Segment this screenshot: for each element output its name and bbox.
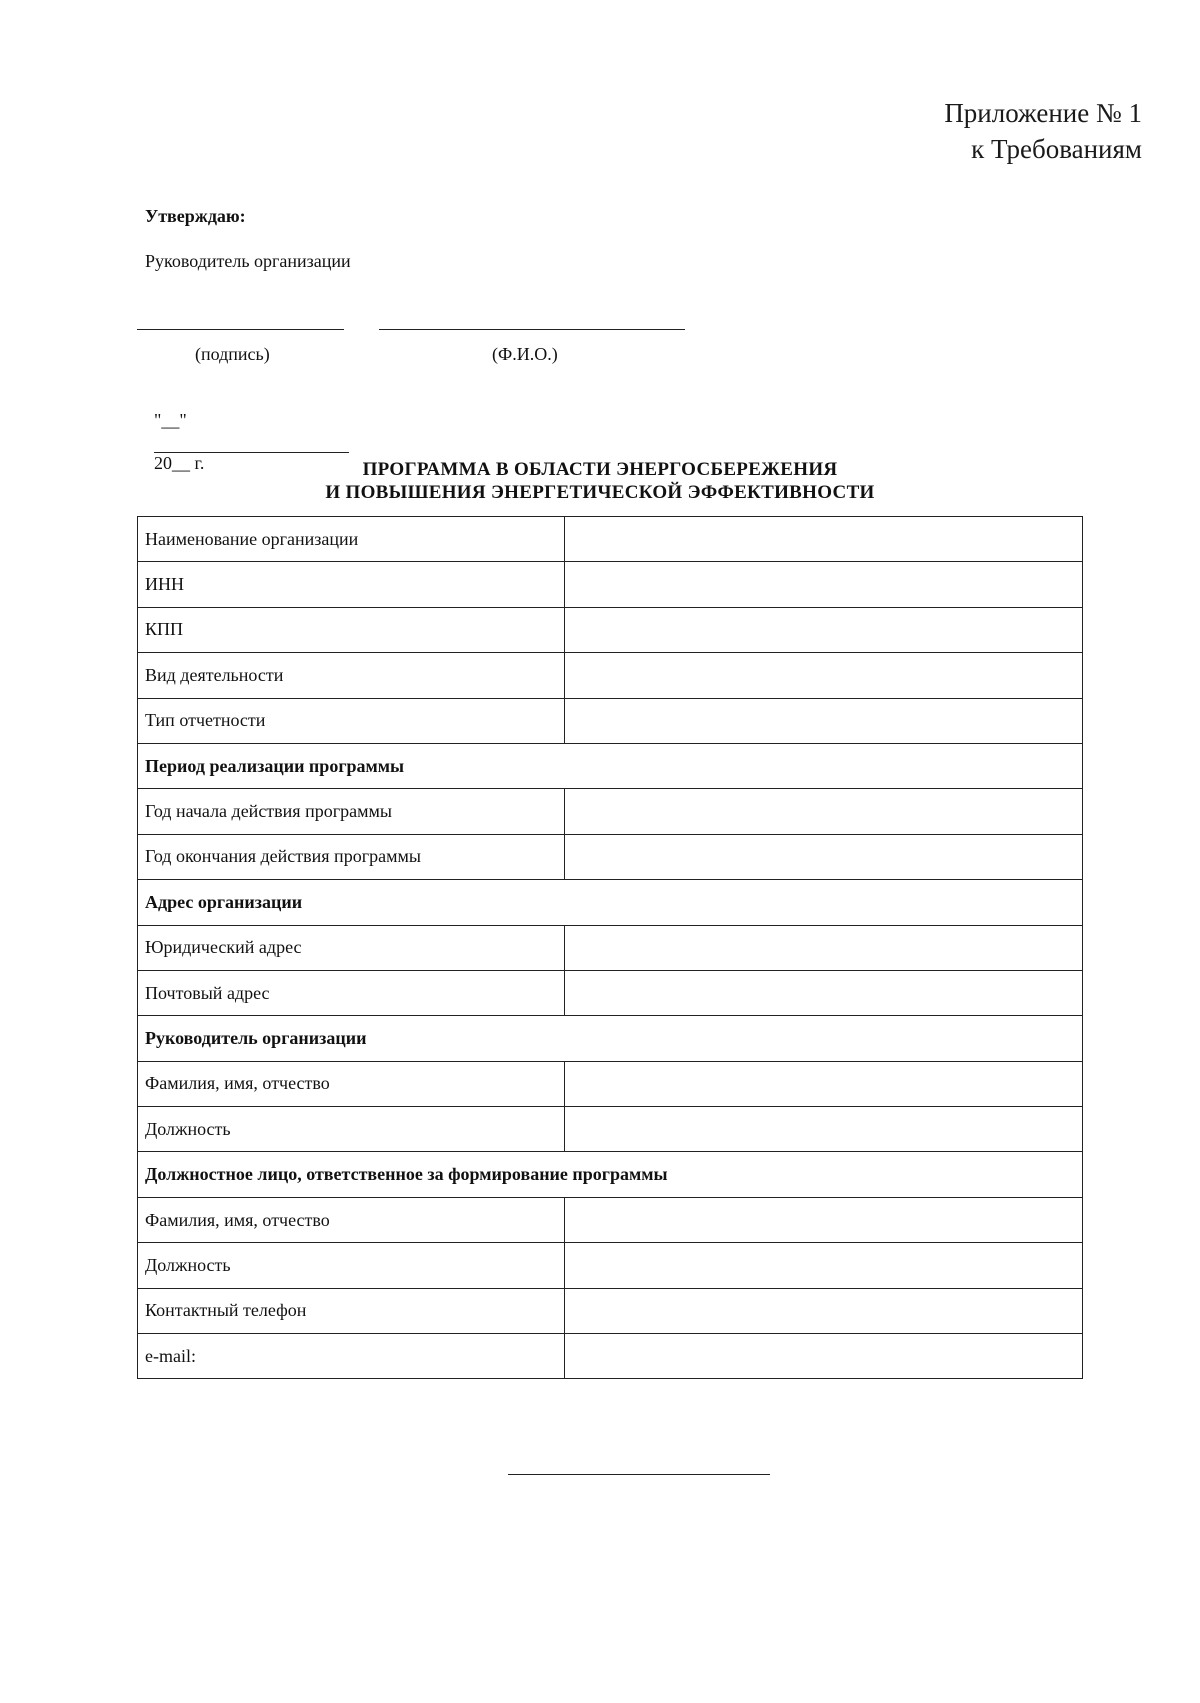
table-row xyxy=(138,698,1083,743)
end-year-label: Год окончания действия программы xyxy=(138,834,565,879)
resp-phone-label: Контактный телефон xyxy=(138,1288,565,1333)
fio-line[interactable] xyxy=(379,329,685,330)
section-period: Период реализации программы xyxy=(138,743,1083,788)
signature-line[interactable] xyxy=(137,329,344,330)
resp-email-value[interactable] xyxy=(565,1334,1083,1379)
date-month-field[interactable] xyxy=(154,431,349,453)
section-responsible: Должностное лицо, ответственное за формирование программы xyxy=(138,1152,1083,1197)
appendix-reference: к Требованиям xyxy=(971,134,1142,164)
resp-email-label: e-mail: xyxy=(138,1334,565,1379)
table-row xyxy=(138,1061,1083,1106)
document-title-line-1: ПРОГРАММА В ОБЛАСТИ ЭНЕРГОСБЕРЕЖЕНИЯ xyxy=(362,459,838,480)
table-row xyxy=(138,925,1083,970)
appendix-header xyxy=(944,95,1142,167)
table-row xyxy=(138,970,1083,1015)
org-name-value[interactable] xyxy=(565,517,1083,562)
head-position-label: Должность xyxy=(138,1107,565,1152)
resp-position-value[interactable] xyxy=(565,1243,1083,1288)
section-row xyxy=(138,1152,1083,1197)
kpp-value[interactable] xyxy=(565,607,1083,652)
appendix-number: Приложение № 1 xyxy=(944,98,1142,128)
postal-address-label: Почтовый адрес xyxy=(138,970,565,1015)
date-day-field[interactable]: "__" xyxy=(154,410,187,430)
approve-label: Утверждаю: xyxy=(145,206,246,226)
fio-caption: (Ф.И.О.) xyxy=(492,344,558,364)
table-row xyxy=(138,607,1083,652)
inn-label: ИНН xyxy=(138,562,565,607)
resp-fio-label: Фамилия, имя, отчество xyxy=(138,1197,565,1242)
org-name-label: Наименование организации xyxy=(138,517,565,562)
table-row xyxy=(138,517,1083,562)
end-year-value[interactable] xyxy=(565,834,1083,879)
program-form-table xyxy=(137,516,1083,1379)
resp-position-label: Должность xyxy=(138,1243,565,1288)
table-row xyxy=(138,834,1083,879)
document-title-line-2: И ПОВЫШЕНИЯ ЭНЕРГЕТИЧЕСКОЙ ЭФФЕКТИВНОСТИ xyxy=(325,482,875,503)
postal-address-value[interactable] xyxy=(565,970,1083,1015)
start-year-label: Год начала действия программы xyxy=(138,789,565,834)
activity-value[interactable] xyxy=(565,653,1083,698)
section-head: Руководитель организации xyxy=(138,1016,1083,1061)
table-row xyxy=(138,562,1083,607)
section-row xyxy=(138,1016,1083,1061)
table-row xyxy=(138,1107,1083,1152)
inn-value[interactable] xyxy=(565,562,1083,607)
start-year-value[interactable] xyxy=(565,789,1083,834)
section-row xyxy=(138,880,1083,925)
signature-caption: (подпись) xyxy=(195,344,270,364)
head-of-org-label: Руководитель организации xyxy=(145,251,351,271)
table-row xyxy=(138,1288,1083,1333)
table-row xyxy=(138,789,1083,834)
kpp-label: КПП xyxy=(138,607,565,652)
legal-address-label: Юридический адрес xyxy=(138,925,565,970)
table-row xyxy=(138,1243,1083,1288)
activity-label: Вид деятельности xyxy=(138,653,565,698)
table-row xyxy=(138,1197,1083,1242)
date-year-field[interactable]: 20__ г. xyxy=(154,453,205,473)
legal-address-value[interactable] xyxy=(565,925,1083,970)
head-position-value[interactable] xyxy=(565,1107,1083,1152)
report-type-label: Тип отчетности xyxy=(138,698,565,743)
head-fio-value[interactable] xyxy=(565,1061,1083,1106)
section-row xyxy=(138,743,1083,788)
head-fio-label: Фамилия, имя, отчество xyxy=(138,1061,565,1106)
end-of-document-line xyxy=(508,1474,770,1475)
table-row xyxy=(138,653,1083,698)
resp-phone-value[interactable] xyxy=(565,1288,1083,1333)
table-row xyxy=(138,1334,1083,1379)
section-address: Адрес организации xyxy=(138,880,1083,925)
report-type-value[interactable] xyxy=(565,698,1083,743)
resp-fio-value[interactable] xyxy=(565,1197,1083,1242)
